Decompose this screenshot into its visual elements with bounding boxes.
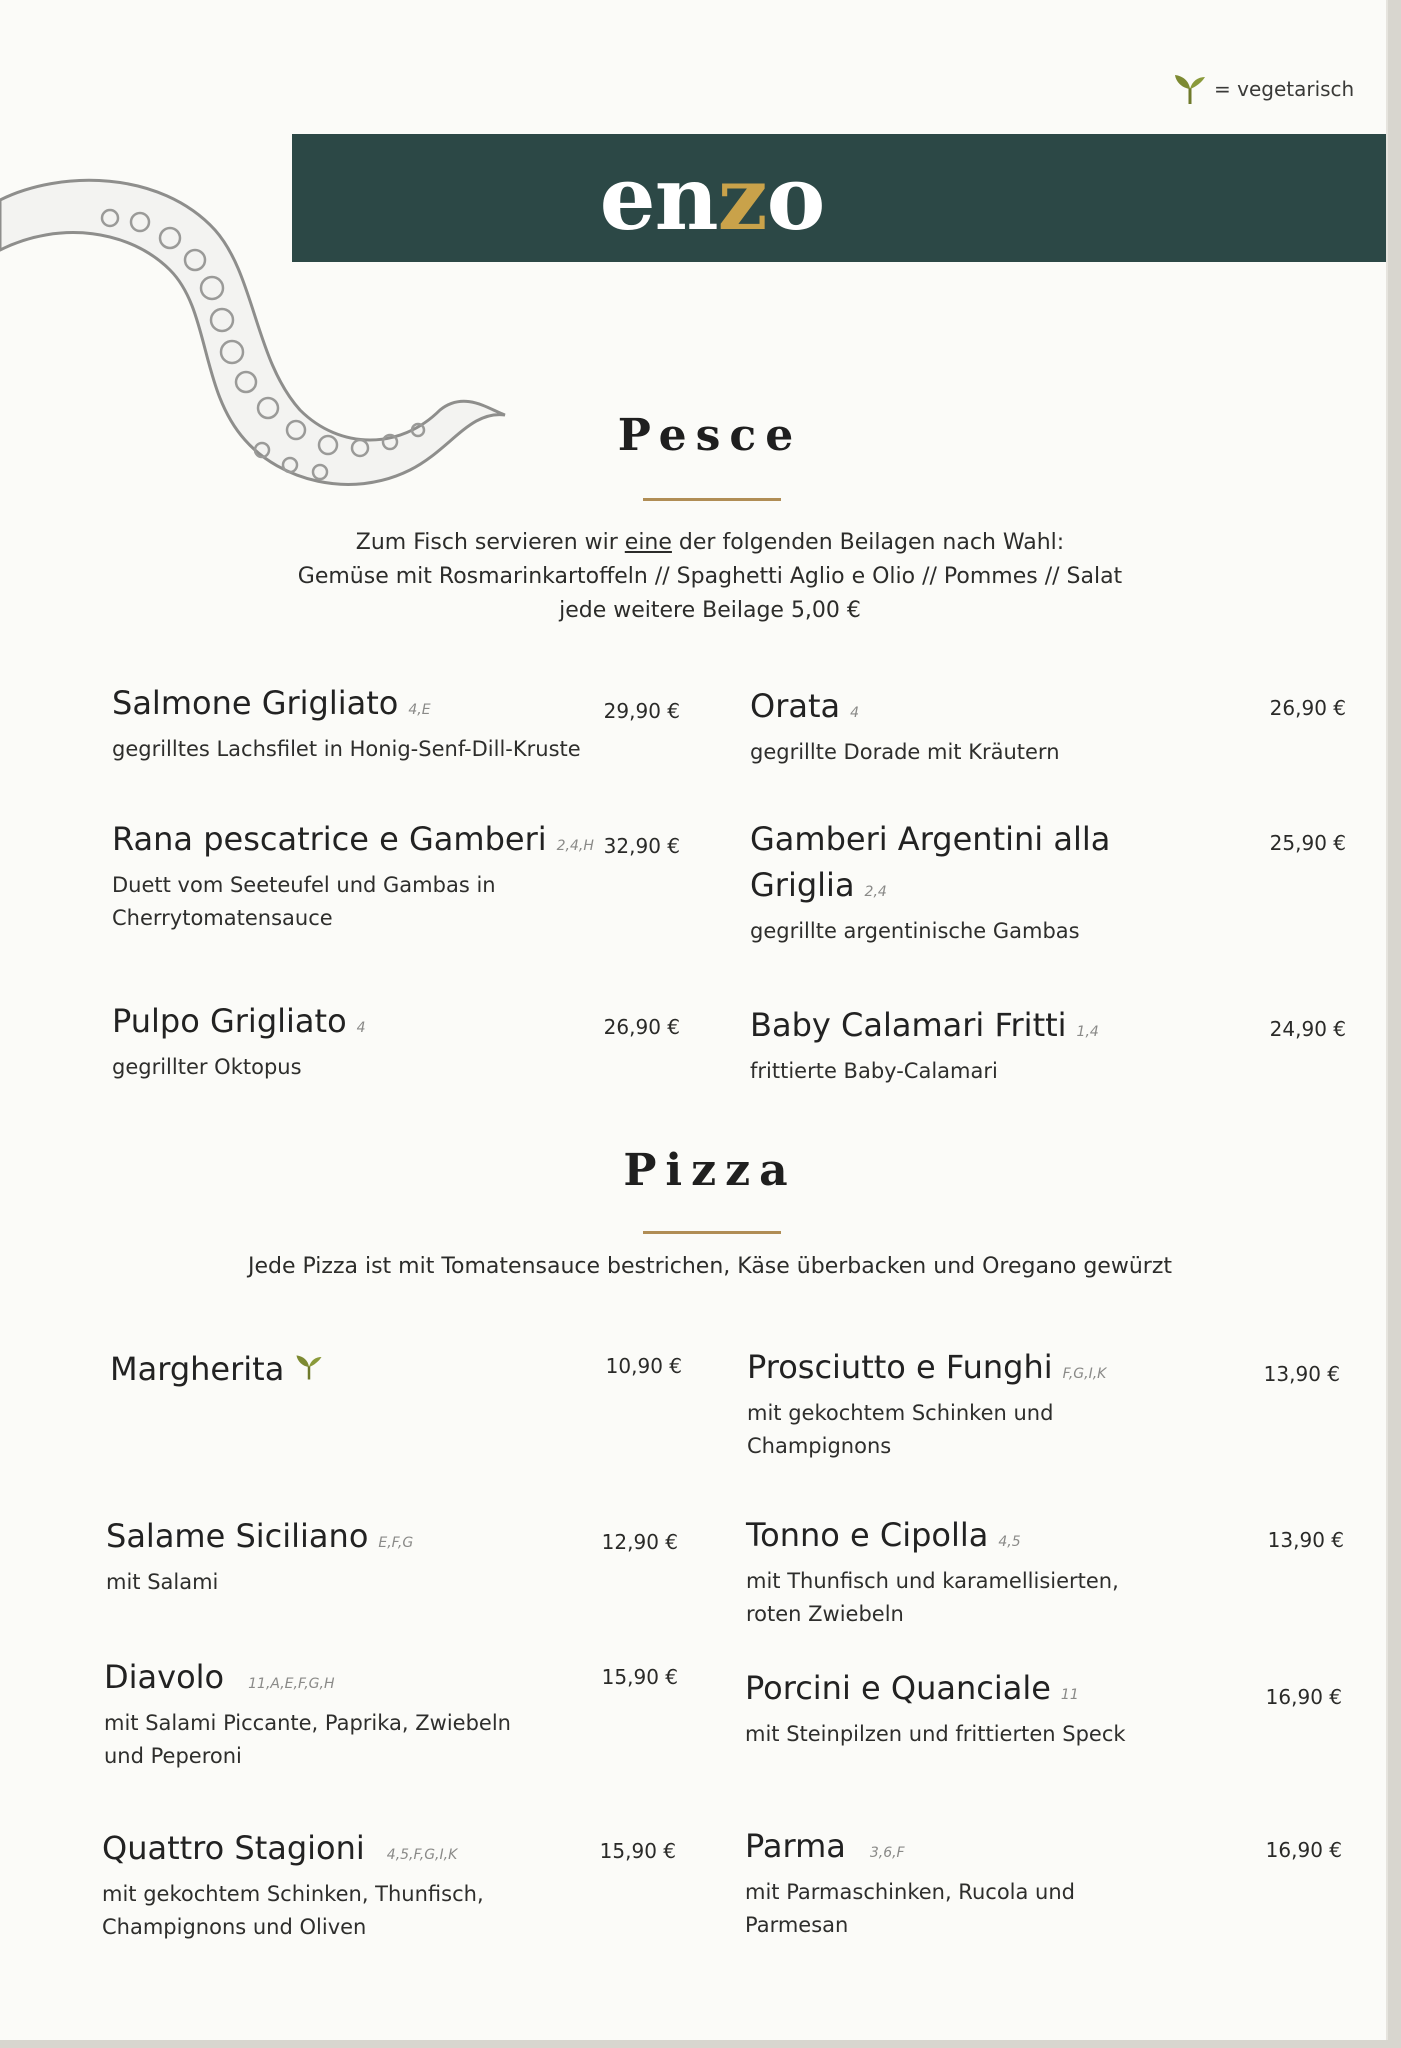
pesce-note-line-1: Zum Fisch servieren wir eine der folgenden Beilagen nach Wahl: — [355, 530, 1065, 555]
menu-item-prosciutto-funghi: Prosciutto e Funghi F,G,I,K mit gekochtem Schinken und Champignons — [747, 1348, 1107, 1458]
price-porcini-quanciale: 16,90 € — [1265, 1685, 1342, 1709]
price-tonno-cipolla: 13,90 € — [1267, 1528, 1344, 1552]
price-margherita: 10,90 € — [605, 1354, 682, 1378]
menu-item-orata: Orata 4 gegrillte Dorade mit Kräutern — [750, 687, 1060, 764]
menu-item-salame-siciliano: Salame Siciliano E,F,G mit Salami — [106, 1517, 414, 1594]
pesce-divider — [643, 498, 781, 501]
menu-item-quattro-stagioni: Quattro Stagioni 4,5,F,G,I,K mit gekochtem Schinken, Thunfisch, Champignons und Oliven — [102, 1829, 484, 1939]
price-prosciutto-funghi: 13,90 € — [1263, 1362, 1340, 1386]
logo-suffix: o — [766, 146, 825, 250]
menu-item-gamberi-argentini: Gamberi Argentini alla Griglia 2,4 gegrillte argentinische Gambas — [750, 820, 1111, 943]
pesce-note-line-3: jede weitere Beilage 5,00 € — [559, 598, 861, 623]
pizza-divider — [643, 1231, 781, 1234]
menu-item-diavolo: Diavolo 11,A,E,F,G,H mit Salami Piccante, Paprika, Zwiebeln und Peperoni — [104, 1658, 511, 1768]
price-baby-calamari: 24,90 € — [1269, 1017, 1346, 1041]
logo-accent: z — [717, 146, 767, 250]
pesce-side-note — [200, 526, 1220, 628]
menu-item-salmone-grigliato: Salmone Grigliato 4,E gegrilltes Lachsfilet in Honig-Senf-Dill-Kruste — [112, 684, 581, 761]
price-orata: 26,90 € — [1269, 696, 1346, 720]
menu-item-porcini-quanciale: Porcini e Quanciale 11 mit Steinpilzen und frittierten Speck — [745, 1669, 1126, 1746]
price-rana-pescatrice: 32,90 € — [603, 834, 680, 858]
section-title-pesce: Pesce — [617, 410, 803, 461]
menu-item-rana-pescatrice: Rana pescatrice e Gamberi 2,4,H Duett vom Seeteufel und Gambas in Cherrytomatensauce — [112, 820, 594, 930]
logo-prefix: en — [599, 146, 718, 250]
section-title-pizza: Pizza — [623, 1145, 797, 1196]
price-parma: 16,90 € — [1265, 1838, 1342, 1862]
price-pulpo-grigliato: 26,90 € — [603, 1015, 680, 1039]
legend-label: = vegetarisch — [1214, 77, 1355, 101]
vegetarian-legend — [1172, 72, 1362, 106]
menu-item-tonno-cipolla: Tonno e Cipolla 4,5 mit Thunfisch und karamellisierten, roten Zwiebeln — [746, 1516, 1119, 1626]
menu-item-margherita: Margherita — [110, 1346, 324, 1392]
tentacle-illustration — [0, 160, 520, 520]
sprout-icon — [294, 1352, 324, 1382]
price-quattro-stagioni: 15,90 € — [599, 1839, 676, 1863]
price-gamberi-argentini: 25,90 € — [1269, 831, 1346, 855]
menu-item-baby-calamari: Baby Calamari Fritti 1,4 frittierte Baby-Calamari — [750, 1006, 1099, 1083]
pesce-note-line-2: Gemüse mit Rosmarinkartoffeln // Spaghetti Aglio e Olio // Pommes // Salat — [297, 564, 1123, 589]
sprout-icon — [1172, 72, 1208, 106]
price-salame-siciliano: 12,90 € — [601, 1530, 678, 1554]
pizza-note: Jede Pizza ist mit Tomatensauce bestrichen, Käse überbacken und Oregano gewürzt — [248, 1254, 1172, 1279]
menu-item-parma: Parma 3,6,F mit Parmaschinken, Rucola und Parmesan — [745, 1827, 1075, 1937]
price-diavolo: 15,90 € — [601, 1665, 678, 1689]
price-salmone-grigliato: 29,90 € — [603, 699, 680, 723]
menu-item-pulpo-grigliato: Pulpo Grigliato 4 gegrillter Oktopus — [112, 1002, 366, 1079]
